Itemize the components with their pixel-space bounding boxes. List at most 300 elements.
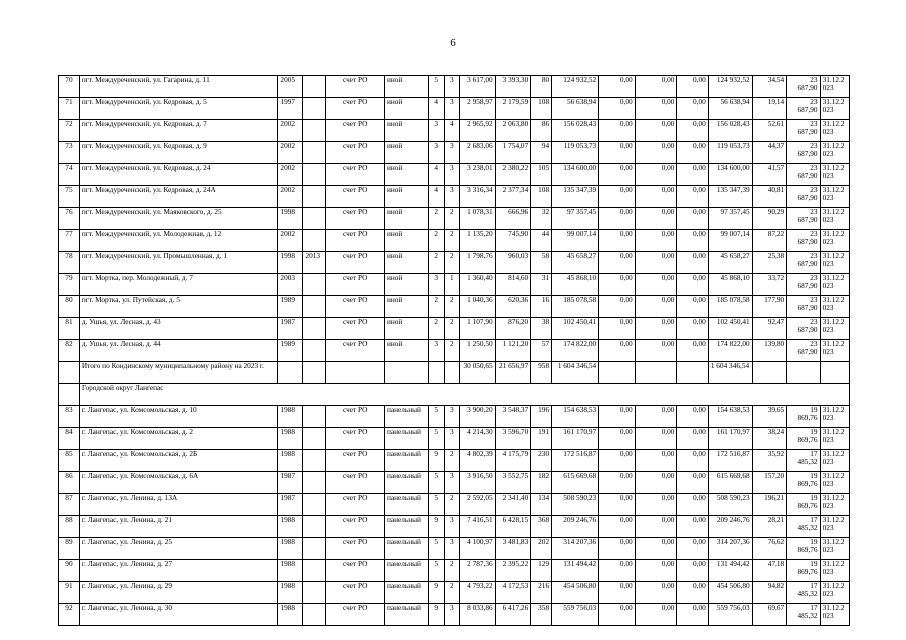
- table-row: [59, 340, 850, 362]
- cell-repair-cost: 134 600,00: [552, 164, 599, 186]
- cell-address: г. Лангепас, ул. Ленина, д. 21: [79, 516, 278, 538]
- cell-federal-funds: 0,00: [599, 98, 636, 120]
- cell-living-area: 3 548,37: [495, 406, 531, 428]
- cell-year-built: 1987: [278, 318, 303, 340]
- cell-address: пгт. Междуреченский, ул. Кедровая, д. 24А: [79, 186, 278, 208]
- cell-entrances: 3: [444, 428, 460, 450]
- cell-fund-account: счет РО: [326, 252, 385, 274]
- registry-table: [58, 75, 850, 626]
- cell-federal-funds: 0,00: [599, 428, 636, 450]
- cell-address: г. Лангепас, ул. Ленина, д. 13А: [79, 494, 278, 516]
- cell-wall-material: панельный: [384, 516, 428, 538]
- cell-fund-account: счет РО: [326, 406, 385, 428]
- subtotal-total-area: 30 050,65: [460, 362, 496, 384]
- cell-owner-funds: 45 868,10: [708, 274, 752, 296]
- cell-total-area: 4 793,22: [460, 582, 496, 604]
- cell-floors: 5: [428, 406, 444, 428]
- cell-local-funds: 0,00: [677, 516, 708, 538]
- cell-total-area: 1 107,90: [460, 318, 496, 340]
- cell-entrances: 4: [444, 120, 460, 142]
- cell-federal-funds: 0,00: [599, 208, 636, 230]
- table-row: [59, 296, 850, 318]
- cell-total-area: 8 033,86: [460, 604, 496, 626]
- cell-repair-cost: 209 246,76: [552, 516, 599, 538]
- cell-regional-funds: 0,00: [635, 120, 677, 142]
- cell-fund-account: счет РО: [326, 296, 385, 318]
- cell-max-unit-cost: 19 869,76: [787, 428, 820, 450]
- cell-wall-material: панельный: [384, 450, 428, 472]
- cell-owner-funds: 97 357,45: [708, 208, 752, 230]
- cell-owner-funds: 615 669,68: [708, 472, 752, 494]
- cell-local-funds: 0,00: [677, 186, 708, 208]
- cell-completion-date: 31.12.2023: [820, 516, 849, 538]
- cell-residents: 202: [531, 538, 552, 560]
- cell-max-unit-cost: 23 687,90: [787, 186, 820, 208]
- cell-regional-funds: 0,00: [635, 164, 677, 186]
- cell-unit-cost: 92,47: [752, 318, 786, 340]
- cell-address: г. Лангепас, ул. Ленина, д. 25: [79, 538, 278, 560]
- cell-address: г. Лангепас, ул. Комсомольская, д. 2Б: [79, 450, 278, 472]
- cell-unit-cost: 94,82: [752, 582, 786, 604]
- cell-fund-account: счет РО: [326, 604, 385, 626]
- cell-unit-cost: 76,62: [752, 538, 786, 560]
- cell-repair-cost: 45 868,10: [552, 274, 599, 296]
- cell-fund-account: счет РО: [326, 76, 385, 98]
- cell-wall-material: панельный: [384, 406, 428, 428]
- cell-fund-account: счет РО: [326, 142, 385, 164]
- cell-entrances: 2: [444, 494, 460, 516]
- cell-entrances: 2: [444, 582, 460, 604]
- cell-federal-funds: 0,00: [599, 406, 636, 428]
- cell-local-funds: 0,00: [677, 340, 708, 362]
- cell-year-commissioned: [303, 604, 326, 626]
- cell-total-area: 3 316,34: [460, 186, 496, 208]
- cell-living-area: 814,60: [495, 274, 531, 296]
- cell-owner-funds: 119 053,73: [708, 142, 752, 164]
- cell-max-unit-cost: 19 869,76: [787, 494, 820, 516]
- cell-floors: 9: [428, 604, 444, 626]
- cell-year-built: 1998: [278, 252, 303, 274]
- cell-year-built: 2002: [278, 230, 303, 252]
- cell-residents: 196: [531, 406, 552, 428]
- cell-unit-cost: 87,22: [752, 230, 786, 252]
- cell-year-commissioned: [303, 296, 326, 318]
- cell-floors: 2: [428, 208, 444, 230]
- cell-owner-funds: 102 450,41: [708, 318, 752, 340]
- cell-unit-cost: 52,61: [752, 120, 786, 142]
- cell-living-area: 960,03: [495, 252, 531, 274]
- cell-residents: 191: [531, 428, 552, 450]
- cell-owner-funds: 161 170,97: [708, 428, 752, 450]
- cell-local-funds: 0,00: [677, 274, 708, 296]
- cell-entrances: 3: [444, 142, 460, 164]
- cell-fund-account: счет РО: [326, 450, 385, 472]
- cell-total-area: 3 900,20: [460, 406, 496, 428]
- cell-year-built: 1987: [278, 494, 303, 516]
- subtotal-row: [59, 362, 850, 384]
- cell-fund-account: счет РО: [326, 516, 385, 538]
- cell-year-commissioned: [303, 318, 326, 340]
- cell-max-unit-cost: 23 687,90: [787, 318, 820, 340]
- cell-wall-material: иной: [384, 98, 428, 120]
- cell-address: пгт. Междуреченский, ул. Промышленная, д. 1: [79, 252, 278, 274]
- cell-floors: 2: [428, 318, 444, 340]
- cell-unit-cost: 90,29: [752, 208, 786, 230]
- cell-max-unit-cost: 23 687,90: [787, 76, 820, 98]
- cell-entrances: 2: [444, 560, 460, 582]
- cell-local-funds: 0,00: [677, 230, 708, 252]
- cell-completion-date: 31.12.2023: [820, 582, 849, 604]
- cell-address: г. Лангепас, ул. Комсомольская, д. 2: [79, 428, 278, 450]
- cell-entrances: 3: [444, 98, 460, 120]
- cell-year-commissioned: [303, 450, 326, 472]
- cell-year-built: 1989: [278, 296, 303, 318]
- cell-year-commissioned: [303, 472, 326, 494]
- cell-floors: 5: [428, 76, 444, 98]
- cell-repair-cost: 314 207,36: [552, 538, 599, 560]
- cell-fund-account: счет РО: [326, 538, 385, 560]
- cell-repair-cost: 185 078,58: [552, 296, 599, 318]
- cell-residents: 230: [531, 450, 552, 472]
- cell-address: пгт. Междуреченский, ул. Кедровая, д. 5: [79, 98, 278, 120]
- table-row: [59, 494, 850, 516]
- cell-living-area: 2 341,40: [495, 494, 531, 516]
- cell-row-number: 84: [59, 428, 80, 450]
- cell-entrances: 2: [444, 208, 460, 230]
- cell-completion-date: 31.12.2023: [820, 340, 849, 362]
- cell-address: г. Лангепас, ул. Комсомольская, д. 6А: [79, 472, 278, 494]
- page-number: 6: [450, 37, 456, 49]
- cell-completion-date: 31.12.2023: [820, 450, 849, 472]
- cell-completion-date: 31.12.2023: [820, 406, 849, 428]
- cell-wall-material: панельный: [384, 604, 428, 626]
- cell-year-commissioned: [303, 538, 326, 560]
- cell-wall-material: иной: [384, 120, 428, 142]
- cell-regional-funds: 0,00: [635, 538, 677, 560]
- cell-max-unit-cost: 23 687,90: [787, 296, 820, 318]
- cell-residents: 129: [531, 560, 552, 582]
- cell-residents: 80: [531, 76, 552, 98]
- cell-wall-material: панельный: [384, 560, 428, 582]
- cell-wall-material: иной: [384, 274, 428, 296]
- table-row: [59, 450, 850, 472]
- cell-residents: 16: [531, 296, 552, 318]
- cell-wall-material: иной: [384, 340, 428, 362]
- cell-wall-material: иной: [384, 164, 428, 186]
- cell-completion-date: 31.12.2023: [820, 164, 849, 186]
- cell-local-funds: 0,00: [677, 560, 708, 582]
- cell-unit-cost: 40,81: [752, 186, 786, 208]
- cell-living-area: 2 395,22: [495, 560, 531, 582]
- cell-local-funds: 0,00: [677, 98, 708, 120]
- cell-max-unit-cost: 17 485,32: [787, 450, 820, 472]
- cell-unit-cost: 41,57: [752, 164, 786, 186]
- cell-row-number: 88: [59, 516, 80, 538]
- cell-federal-funds: 0,00: [599, 252, 636, 274]
- cell-regional-funds: 0,00: [635, 76, 677, 98]
- cell-year-commissioned: [303, 186, 326, 208]
- table-row: [59, 604, 850, 626]
- cell-local-funds: 0,00: [677, 604, 708, 626]
- cell-federal-funds: 0,00: [599, 538, 636, 560]
- table-row: [59, 98, 850, 120]
- cell-completion-date: 31.12.2023: [820, 428, 849, 450]
- cell-living-area: 6 428,15: [495, 516, 531, 538]
- cell-total-area: 4 100,97: [460, 538, 496, 560]
- table-row: [59, 318, 850, 340]
- cell-unit-cost: 33,72: [752, 274, 786, 296]
- cell-regional-funds: 0,00: [635, 406, 677, 428]
- cell-address: пгт. Междуреченский, ул. Маяковского, д. 25: [79, 208, 278, 230]
- cell-row-number: 89: [59, 538, 80, 560]
- cell-wall-material: иной: [384, 296, 428, 318]
- table-row: [59, 428, 850, 450]
- cell-local-funds: 0,00: [677, 120, 708, 142]
- cell-living-area: 620,36: [495, 296, 531, 318]
- cell-repair-cost: 102 450,41: [552, 318, 599, 340]
- cell-address: пгт. Междуреченский, ул. Кедровая, д. 9: [79, 142, 278, 164]
- cell-floors: 5: [428, 538, 444, 560]
- cell-year-commissioned: 2013: [303, 252, 326, 274]
- cell-year-commissioned: [303, 164, 326, 186]
- cell-completion-date: 31.12.2023: [820, 296, 849, 318]
- cell-federal-funds: 0,00: [599, 472, 636, 494]
- cell-living-area: 2 063,80: [495, 120, 531, 142]
- cell-unit-cost: 139,80: [752, 340, 786, 362]
- cell-owner-funds: 45 658,27: [708, 252, 752, 274]
- cell-total-area: 2 787,36: [460, 560, 496, 582]
- cell-total-area: 2 958,97: [460, 98, 496, 120]
- cell-max-unit-cost: 23 687,90: [787, 142, 820, 164]
- cell-address: пгт. Междуреченский, ул. Кедровая, д. 7: [79, 120, 278, 142]
- cell-regional-funds: 0,00: [635, 252, 677, 274]
- cell-local-funds: 0,00: [677, 164, 708, 186]
- cell-regional-funds: 0,00: [635, 340, 677, 362]
- cell-max-unit-cost: 19 869,76: [787, 406, 820, 428]
- cell-total-area: 1 078,31: [460, 208, 496, 230]
- cell-local-funds: 0,00: [677, 296, 708, 318]
- cell-regional-funds: 0,00: [635, 472, 677, 494]
- cell-max-unit-cost: 19 869,76: [787, 560, 820, 582]
- cell-entrances: 2: [444, 340, 460, 362]
- cell-floors: 3: [428, 340, 444, 362]
- cell-total-area: 4 214,30: [460, 428, 496, 450]
- cell-living-area: 745,90: [495, 230, 531, 252]
- subtotal-fund-cost: 1 604 346,54: [708, 362, 752, 384]
- cell-year-commissioned: [303, 76, 326, 98]
- cell-owner-funds: 314 207,36: [708, 538, 752, 560]
- cell-repair-cost: 97 357,45: [552, 208, 599, 230]
- table-row: [59, 274, 850, 296]
- cell-federal-funds: 0,00: [599, 274, 636, 296]
- cell-floors: 5: [428, 428, 444, 450]
- cell-total-area: 1 250,50: [460, 340, 496, 362]
- cell-owner-funds: 134 600,00: [708, 164, 752, 186]
- cell-total-area: 2 965,92: [460, 120, 496, 142]
- cell-living-area: 2 179,59: [495, 98, 531, 120]
- cell-residents: 105: [531, 164, 552, 186]
- cell-federal-funds: 0,00: [599, 604, 636, 626]
- cell-row-number: 90: [59, 560, 80, 582]
- cell-row-number: 82: [59, 340, 80, 362]
- cell-entrances: 2: [444, 296, 460, 318]
- cell-repair-cost: 135 347,39: [552, 186, 599, 208]
- cell-row-number: 76: [59, 208, 80, 230]
- cell-local-funds: 0,00: [677, 252, 708, 274]
- cell-max-unit-cost: 23 687,90: [787, 230, 820, 252]
- subtotal-label: Итого по Кондинскому муниципальному району на 2023 г.: [79, 362, 278, 384]
- group-title: Городской округ Лангепас: [79, 384, 849, 406]
- cell-completion-date: 31.12.2023: [820, 120, 849, 142]
- cell-repair-cost: 161 170,97: [552, 428, 599, 450]
- cell-year-commissioned: [303, 98, 326, 120]
- cell-completion-date: 31.12.2023: [820, 76, 849, 98]
- cell-total-area: 2 592,05: [460, 494, 496, 516]
- cell-local-funds: 0,00: [677, 406, 708, 428]
- cell-regional-funds: 0,00: [635, 428, 677, 450]
- cell-unit-cost: 34,54: [752, 76, 786, 98]
- cell-residents: 182: [531, 472, 552, 494]
- cell-max-unit-cost: 23 687,90: [787, 164, 820, 186]
- cell-federal-funds: 0,00: [599, 560, 636, 582]
- group-row: [59, 384, 850, 406]
- table-row: [59, 560, 850, 582]
- cell-completion-date: 31.12.2023: [820, 252, 849, 274]
- cell-wall-material: иной: [384, 186, 428, 208]
- cell-address: пгт. Междуреченский, ул. Кедровая, д. 24: [79, 164, 278, 186]
- cell-fund-account: счет РО: [326, 164, 385, 186]
- cell-local-funds: 0,00: [677, 428, 708, 450]
- cell-max-unit-cost: 23 687,90: [787, 340, 820, 362]
- cell-fund-account: счет РО: [326, 582, 385, 604]
- cell-year-commissioned: [303, 428, 326, 450]
- cell-entrances: 3: [444, 516, 460, 538]
- cell-total-area: 1 135,20: [460, 230, 496, 252]
- cell-row-number: 75: [59, 186, 80, 208]
- cell-residents: 31: [531, 274, 552, 296]
- cell-address: д. Ушья, ул. Лесная, д. 43: [79, 318, 278, 340]
- cell-repair-cost: 559 756,03: [552, 604, 599, 626]
- cell-year-built: 1988: [278, 560, 303, 582]
- cell-federal-funds: 0,00: [599, 120, 636, 142]
- cell-max-unit-cost: 19 869,76: [787, 472, 820, 494]
- cell-row-number: 78: [59, 252, 80, 274]
- cell-total-area: 3 916,50: [460, 472, 496, 494]
- cell-wall-material: панельный: [384, 472, 428, 494]
- cell-year-built: 1988: [278, 582, 303, 604]
- cell-address: г. Лангепас, ул. Ленина, д. 30: [79, 604, 278, 626]
- cell-row-number: 85: [59, 450, 80, 472]
- cell-address: г. Лангепас, ул. Ленина, д. 27: [79, 560, 278, 582]
- cell-floors: 3: [428, 274, 444, 296]
- cell-local-funds: 0,00: [677, 582, 708, 604]
- cell-completion-date: 31.12.2023: [820, 318, 849, 340]
- cell-max-unit-cost: 17 485,32: [787, 604, 820, 626]
- cell-floors: 5: [428, 560, 444, 582]
- cell-year-commissioned: [303, 406, 326, 428]
- cell-living-area: 876,20: [495, 318, 531, 340]
- cell-floors: 5: [428, 494, 444, 516]
- cell-entrances: 3: [444, 538, 460, 560]
- cell-year-built: 1988: [278, 450, 303, 472]
- cell-year-built: 1998: [278, 208, 303, 230]
- cell-row-number: 73: [59, 142, 80, 164]
- table-row: [59, 208, 850, 230]
- cell-total-area: 3 617,00: [460, 76, 496, 98]
- cell-federal-funds: 0,00: [599, 230, 636, 252]
- cell-row-number: 74: [59, 164, 80, 186]
- cell-unit-cost: 25,38: [752, 252, 786, 274]
- cell-repair-cost: 124 932,52: [552, 76, 599, 98]
- cell-repair-cost: 615 669,68: [552, 472, 599, 494]
- cell-completion-date: 31.12.2023: [820, 186, 849, 208]
- cell-row-number: 87: [59, 494, 80, 516]
- cell-unit-cost: 47,18: [752, 560, 786, 582]
- cell-row-number: 91: [59, 582, 80, 604]
- cell-federal-funds: 0,00: [599, 516, 636, 538]
- cell-floors: 2: [428, 296, 444, 318]
- cell-row-number: 71: [59, 98, 80, 120]
- cell-total-area: 1 798,76: [460, 252, 496, 274]
- cell-entrances: 3: [444, 186, 460, 208]
- cell-completion-date: 31.12.2023: [820, 208, 849, 230]
- table-row: [59, 516, 850, 538]
- cell-repair-cost: 172 516,87: [552, 450, 599, 472]
- cell-max-unit-cost: 23 687,90: [787, 252, 820, 274]
- cell-max-unit-cost: 23 687,90: [787, 98, 820, 120]
- cell-wall-material: панельный: [384, 494, 428, 516]
- table-row: [59, 252, 850, 274]
- cell-wall-material: иной: [384, 252, 428, 274]
- cell-residents: 108: [531, 186, 552, 208]
- cell-unit-cost: 44,37: [752, 142, 786, 164]
- cell-floors: 3: [428, 142, 444, 164]
- table-row: [59, 538, 850, 560]
- cell-living-area: 2 380,22: [495, 164, 531, 186]
- cell-completion-date: 31.12.2023: [820, 142, 849, 164]
- cell-repair-cost: 508 590,23: [552, 494, 599, 516]
- cell-regional-funds: 0,00: [635, 274, 677, 296]
- cell-completion-date: 31.12.2023: [820, 98, 849, 120]
- cell-address: г. Лангепас, ул. Комсомольская, д. 10: [79, 406, 278, 428]
- table-row: [59, 186, 850, 208]
- cell-owner-funds: 172 516,87: [708, 450, 752, 472]
- cell-living-area: 666,96: [495, 208, 531, 230]
- cell-repair-cost: 45 658,27: [552, 252, 599, 274]
- cell-unit-cost: 19,14: [752, 98, 786, 120]
- cell-year-commissioned: [303, 142, 326, 164]
- cell-entrances: 3: [444, 76, 460, 98]
- cell-year-commissioned: [303, 516, 326, 538]
- cell-repair-cost: 454 506,80: [552, 582, 599, 604]
- cell-residents: 94: [531, 142, 552, 164]
- cell-residents: 216: [531, 582, 552, 604]
- cell-year-commissioned: [303, 274, 326, 296]
- cell-total-area: 7 416,51: [460, 516, 496, 538]
- cell-total-area: 4 802,39: [460, 450, 496, 472]
- cell-owner-funds: 559 756,03: [708, 604, 752, 626]
- cell-residents: 368: [531, 516, 552, 538]
- cell-residents: 134: [531, 494, 552, 516]
- cell-year-built: 1997: [278, 98, 303, 120]
- cell-residents: 58: [531, 252, 552, 274]
- cell-entrances: 3: [444, 604, 460, 626]
- cell-floors: 5: [428, 472, 444, 494]
- cell-floors: 9: [428, 582, 444, 604]
- cell-unit-cost: 157,20: [752, 472, 786, 494]
- cell-entrances: 2: [444, 230, 460, 252]
- subtotal-residents: 958: [531, 362, 552, 384]
